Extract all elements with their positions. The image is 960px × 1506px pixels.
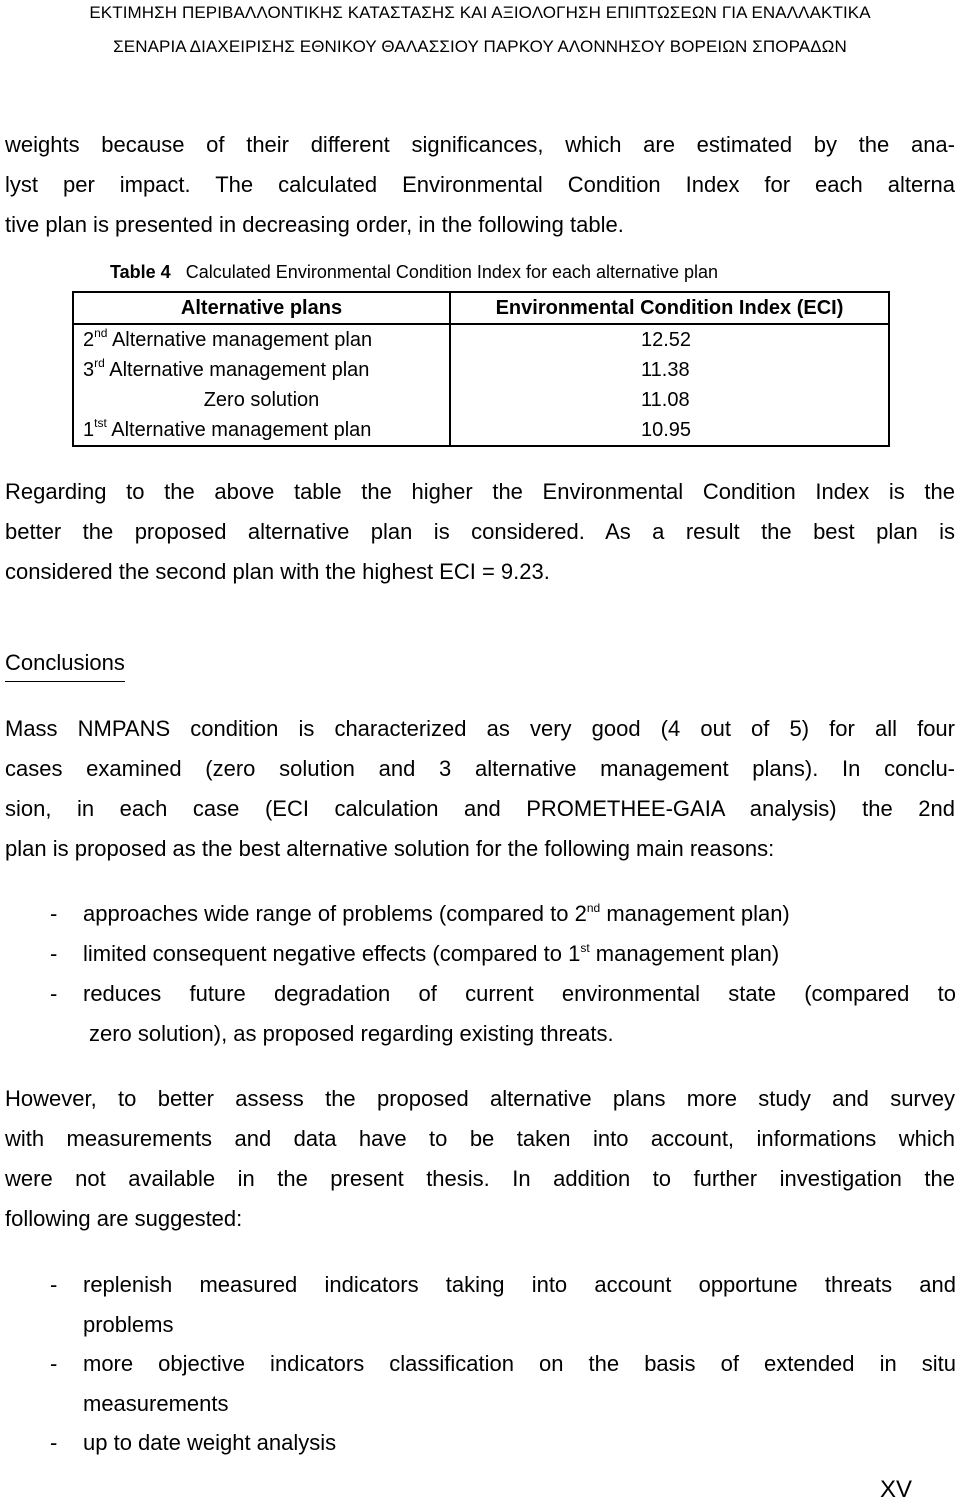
mass-line-4: plan is proposed as the best alternative solution for the following main reasons: — [5, 836, 775, 861]
table-row — [73, 355, 889, 385]
mass-line-1: Mass NMPANS condition is characterized as very good (4 out of 5) for all four — [5, 716, 955, 741]
reason-item-1 — [50, 894, 956, 934]
bullet-dash: - — [50, 1430, 58, 1455]
intro-paragraph — [5, 125, 955, 245]
bullet-dash: - — [50, 941, 58, 966]
table-caption-label: Table 4 — [110, 262, 171, 282]
mass-paragraph — [5, 709, 955, 869]
reason-2-text-a: limited consequent negative effects (compared to 1 — [83, 941, 581, 966]
row-1-sup: nd — [94, 326, 108, 340]
row-4-sup: tst — [94, 416, 107, 430]
regarding-paragraph — [5, 472, 955, 592]
however-line-2: with measurements and data have to be taken into account, informations which — [5, 1126, 955, 1151]
reason-1-text-a: approaches wide range of problems (compared to 2 — [83, 901, 587, 926]
row-2-eci: 11.38 — [450, 355, 889, 385]
row-1-num: 2 — [83, 329, 95, 351]
mass-line-2: cases examined (zero solution and 3 alternative management plans). In conclu- — [5, 756, 955, 781]
table-caption — [110, 262, 718, 283]
row-1-eci: 12.52 — [450, 324, 889, 355]
regarding-line-2: better the proposed alternative plan is considered. As a result the best plan is — [5, 519, 955, 544]
reason-1-text-b: management plan) — [600, 901, 790, 926]
however-line-4: following are suggested: — [5, 1206, 243, 1231]
however-line-1: However, to better assess the proposed alternative plans more study and survey — [5, 1086, 955, 1111]
bullet-dash: - — [50, 901, 58, 926]
however-line-3: were not available in the present thesis. In addition to further investigation the — [5, 1166, 955, 1191]
reason-3-line-2: zero solution), as proposed regarding existing threats. — [89, 1021, 614, 1046]
header-line-2: ΣΕΝΑΡΙΑ ΔΙΑΧΕΙΡΙΣΗΣ ΕΘΝΙΚΟΥ ΘΑΛΑΣΣΙΟΥ ΠΑΡΚΟΥ ΑΛΟΝΝΗΣΟΥ ΒΟΡΕΙΩΝ ΣΠΟΡΑΔΩΝ — [113, 37, 847, 56]
regarding-line-3: considered the second plan with the highest ECI = 9.23. — [5, 559, 550, 584]
row-4-plan: Alternative management plan — [111, 419, 372, 441]
reason-2-sup: st — [580, 941, 590, 955]
conclusions-heading: Conclusions — [5, 645, 125, 682]
table-caption-text: Calculated Environmental Condition Index for each alternative plan — [185, 262, 719, 282]
intro-line-1: weights because of their different significances, which are estimated by the ana- — [5, 132, 955, 157]
table-header-plans: Alternative plans — [73, 292, 450, 324]
table-row — [73, 415, 889, 446]
regarding-line-1: Regarding to the above table the higher the Environmental Condition Index is the — [5, 479, 955, 504]
row-2-plan: Alternative management plan — [109, 359, 370, 381]
row-4-num: 1 — [83, 419, 95, 441]
mass-line-3: sion, in each case (ECI calculation and PROMETHEE-GAIA analysis) the 2nd — [5, 796, 955, 821]
bullet-dash: - — [50, 1272, 58, 1297]
eci-table — [72, 291, 890, 447]
row-1-plan: Alternative management plan — [111, 329, 373, 351]
table-row — [73, 385, 889, 415]
header-line-1: ΕΚΤΙΜΗΣΗ ΠΕΡΙΒΑΛΛΟΝΤΙΚΗΣ ΚΑΤΑΣΤΑΣΗΣ ΚΑΙ ΑΞΙΟΛΟΓΗΣΗ ΕΠΙΠΤΩΣΕΩΝ ΓΙΑ ΕΝΑΛΛΑΚΤΙΚΑ — [89, 3, 871, 22]
reason-item-2 — [50, 934, 956, 974]
suggestion-item-2 — [50, 1344, 956, 1424]
row-3-plan: Zero solution — [73, 385, 450, 415]
reason-3-line-1: reduces future degradation of current environmental state (compared to — [83, 981, 956, 1006]
table-header-row — [73, 292, 889, 324]
row-2-sup: rd — [94, 356, 105, 370]
intro-line-3: tive plan is presented in decreasing order, in the following table. — [5, 212, 624, 237]
however-paragraph — [5, 1079, 955, 1239]
table-row — [73, 324, 889, 355]
bullet-dash: - — [50, 1351, 58, 1376]
bullet-dash: - — [50, 981, 58, 1006]
intro-line-2: lyst per impact. The calculated Environmental Condition Index for each alterna — [5, 172, 955, 197]
suggestion-1-line-2: problems — [83, 1312, 174, 1337]
page-number: XV — [880, 1476, 913, 1503]
suggestion-item-3 — [50, 1423, 956, 1463]
row-4-eci: 10.95 — [450, 415, 889, 446]
suggestion-2-line-1: more objective indicators classification on the basis of extended in situ — [83, 1351, 956, 1376]
row-3-eci: 11.08 — [450, 385, 889, 415]
reason-1-sup: nd — [586, 901, 601, 915]
suggestion-1-line-1: replenish measured indicators taking into account opportune threats and — [83, 1272, 956, 1297]
suggestion-item-1 — [50, 1265, 956, 1345]
table-header-eci: Environmental Condition Index (ECI) — [450, 292, 889, 324]
suggestion-2-line-2: measurements — [83, 1391, 229, 1416]
row-2-num: 3 — [83, 359, 95, 381]
reason-item-3 — [50, 974, 956, 1054]
reason-2-text-b: management plan) — [589, 941, 780, 966]
suggestion-3-text: up to date weight analysis — [83, 1430, 337, 1455]
